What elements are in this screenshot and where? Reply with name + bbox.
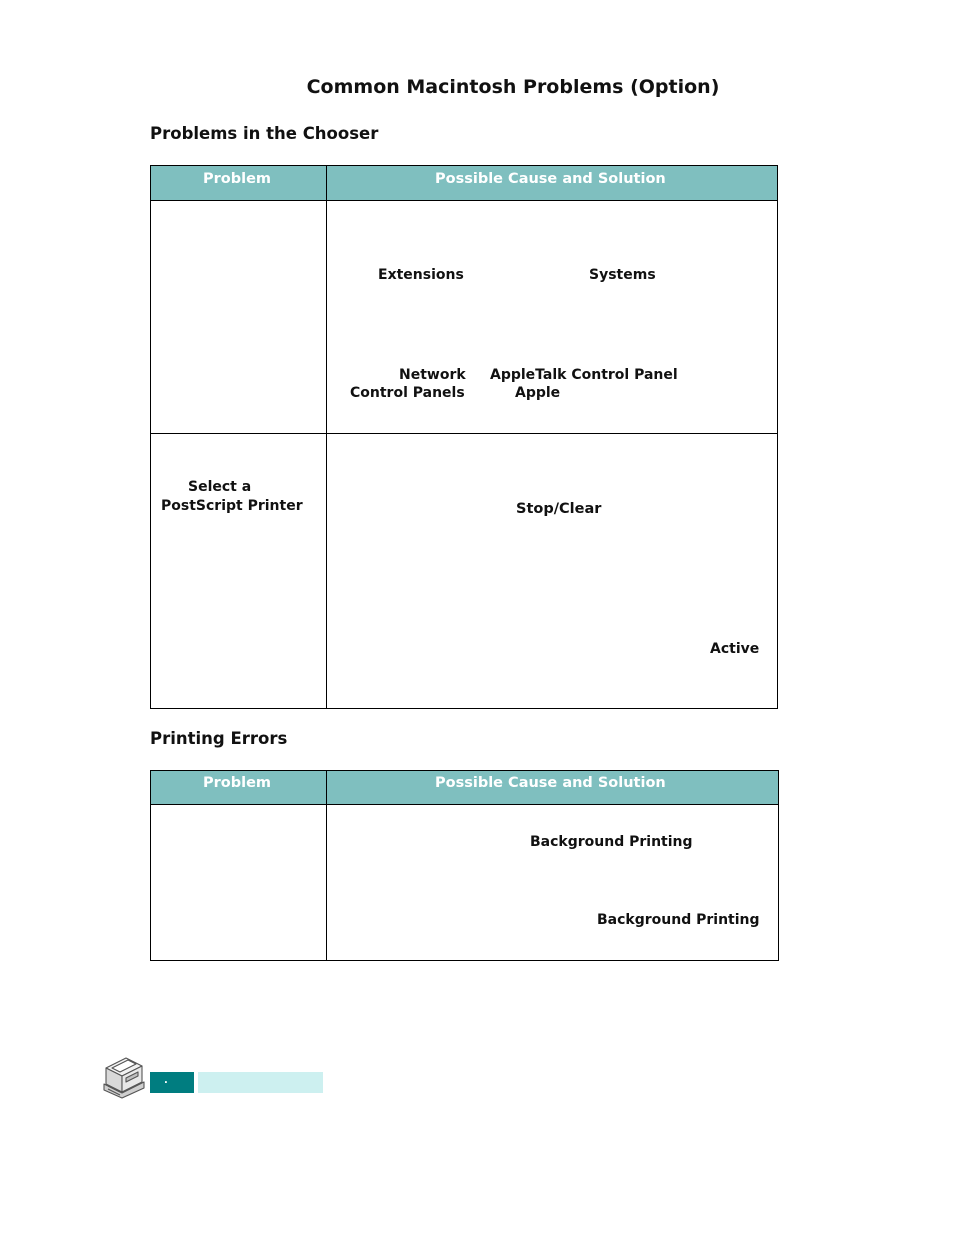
footer-bar [198, 1072, 323, 1093]
table-border [778, 770, 779, 961]
table-border [777, 165, 778, 709]
term-background-printing: Background Printing [530, 834, 693, 850]
page-marker: . [164, 1075, 168, 1086]
table-border [150, 770, 151, 961]
problem-select-line1: Select a [188, 479, 252, 495]
table-border [150, 165, 151, 709]
header-solution: Possible Cause and Solution [435, 171, 666, 187]
section-title-printing-errors: Printing Errors [150, 729, 288, 748]
term-active: Active [710, 641, 760, 657]
header-problem: Problem [203, 171, 272, 187]
term-network: Network [399, 367, 466, 383]
term-apple: Apple [515, 385, 561, 401]
header-solution: Possible Cause and Solution [435, 775, 666, 791]
column-divider [326, 770, 327, 961]
term-control-panels: Control Panels [350, 385, 465, 401]
table-border [150, 770, 779, 771]
table-border [150, 165, 778, 166]
page-title: Common Macintosh Problems (Option) [306, 76, 720, 98]
term-systems: Systems [589, 267, 656, 283]
row-divider [150, 433, 778, 434]
header-problem: Problem [203, 775, 272, 791]
table-border [150, 200, 778, 201]
problem-select-line2: PostScript Printer [161, 498, 303, 514]
column-divider [326, 165, 327, 709]
table-header [150, 165, 778, 200]
term-background-printing: Background Printing [597, 912, 760, 928]
table-border [150, 960, 779, 961]
table-border [150, 804, 779, 805]
term-stop-clear: Stop/Clear [516, 501, 602, 517]
term-appletalk: AppleTalk Control Panel [490, 367, 678, 383]
printer-icon [100, 1054, 146, 1100]
table-border [150, 708, 778, 709]
section-title-chooser: Problems in the Chooser [150, 124, 379, 143]
table-header [150, 770, 778, 804]
term-extensions: Extensions [378, 267, 464, 283]
page-number-box [150, 1072, 194, 1093]
